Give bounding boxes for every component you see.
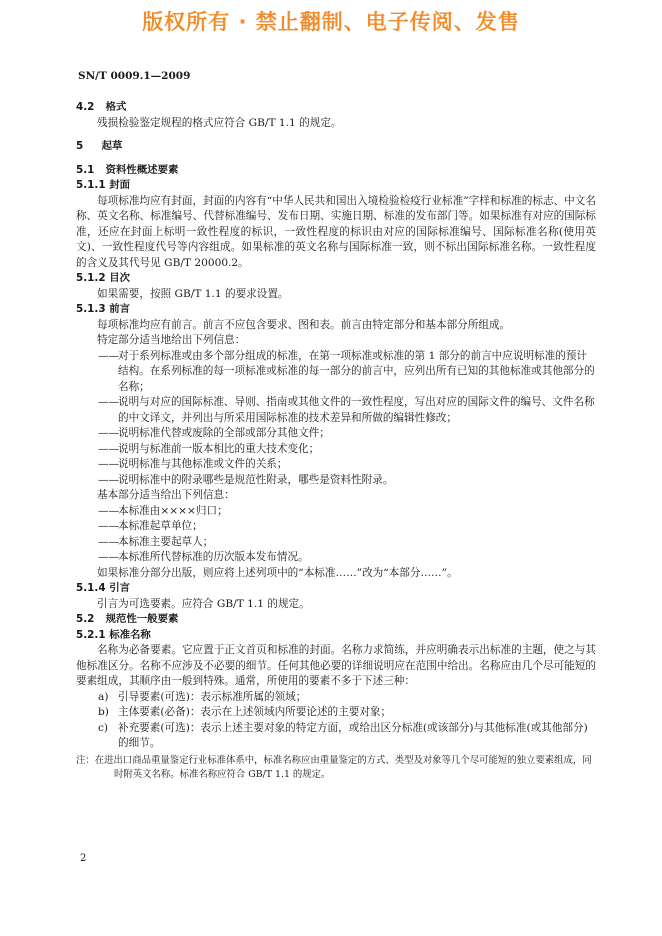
heading-title: 资料性概述要素 (105, 163, 179, 176)
list-item-text: 引导要素(可选)：表示标准所属的领域； (118, 690, 307, 703)
list-item (76, 473, 596, 489)
heading-5-1 (76, 163, 596, 179)
list-item-text: 本标准起草单位； (118, 520, 203, 532)
list-item-text: 本标准由××××归口； (118, 504, 228, 517)
list-item (76, 690, 596, 706)
heading-number: 5.1.2 (76, 272, 106, 284)
document-body (76, 100, 596, 782)
heading-number: 4.2 (76, 101, 95, 113)
list-item-text: 本标准主要起草人； (118, 535, 214, 548)
list-item (76, 550, 596, 566)
dash-marker: —— (98, 551, 120, 563)
heading-title: 前言 (109, 303, 130, 315)
dash-marker: —— (98, 520, 120, 532)
note: 注：在进出口商品重量鉴定行业标准体系中，标准名称应由重量鉴定的方式、类型及对象等几个尽可能短的独立要素组成，同时附英文名称。标准名称应符合 GB/T 1.1 的规定。 (76, 754, 592, 780)
heading-4-2 (76, 100, 596, 116)
dash-marker: —— (98, 458, 120, 470)
dash-marker: —— (98, 473, 120, 486)
paragraph: 如果需要，按照 GB/T 1.1 的要求设置。 (97, 287, 289, 300)
paragraph: 如果标准分部分出版，则应将上述列项中的“本标准……”改为“本部分……”。 (97, 566, 458, 579)
heading-title: 格式 (105, 101, 127, 113)
list-item (76, 442, 596, 458)
list-item (76, 721, 596, 752)
heading-title: 目次 (109, 272, 130, 284)
list-item (76, 349, 596, 396)
list-item-text: 说明与标准前一版本相比的重大技术变化； (118, 442, 320, 455)
heading-number: 5 (76, 140, 84, 152)
heading-number: 5.2 (76, 613, 95, 625)
heading-title: 封面 (109, 179, 130, 191)
heading-title: 标准名称 (109, 628, 151, 641)
heading-5-1-1 (76, 178, 596, 194)
watermark: 版权所有 · 禁止翻制、电子传阅、发售 (142, 10, 520, 34)
dash-marker: —— (98, 535, 120, 548)
list-marker: c) (98, 721, 109, 734)
list-item (76, 519, 596, 535)
heading-number: 5.1.3 (76, 303, 106, 315)
paragraph: 残损检验鉴定规程的格式应符合 GB/T 1.1 的规定。 (97, 116, 342, 129)
list-item-text: 主体要素(必备)：表示在上述领域内所要论述的主要对象； (118, 706, 392, 718)
list-item (76, 705, 596, 721)
heading-title: 规范性一般要素 (105, 613, 179, 625)
list-item (76, 457, 596, 473)
list-item (76, 426, 596, 442)
standard-code: SN/T 0009.1—2009 (78, 70, 191, 82)
list-item-text: 本标准所代替标准的历次版本发布情况。 (118, 551, 309, 563)
heading-5-2-1 (76, 628, 596, 644)
heading-5-1-4 (76, 581, 596, 597)
heading-number: 5.2.1 (76, 628, 106, 641)
list-item-text: 说明与对应的国际标准、导则、指南或其他文件的一致性程度，写出对应的国际文件的编号、文件名称的中文译文，并列出与所采用国际标准的技术差异和所做的编辑性修改； (118, 396, 595, 424)
list-item (76, 504, 596, 520)
heading-number: 5.1.4 (76, 582, 106, 594)
paragraph: 特定部分适当地给出下列信息： (97, 334, 246, 346)
list-marker: a) (98, 690, 109, 703)
dash-marker: —— (98, 442, 120, 455)
list-item-text: 说明标准与其他标准或文件的关系； (118, 458, 288, 470)
list-item-text: 对于系列标准或由多个部分组成的标准，在第一项标准或标准的第 1 部分的前言中应说明标准的预计结构。在系列标准的每一项标准或标准的每一部分的前言中，应列出所有已知的其他标准或其他部分的名称； (118, 349, 595, 393)
heading-5-1-3 (76, 302, 596, 318)
dash-marker: —— (98, 396, 120, 408)
paragraph: 名称为必备要素。它应置于正文首页和标准的封面。名称力求简练，并应明确表示出标准的主题，使之与其他标准区分。名称不应涉及不必要的细节。任何其他必要的详细说明应在范围中给出。名称应由几个尽可能短的要素组成，其顺序由一般到特殊。通常，所使用的要素不多于下述三种： (76, 644, 596, 687)
list-item-text: 说明标准中的附录哪些是规范性附录，哪些是资料性附录。 (118, 473, 394, 486)
heading-number: 5.1.1 (76, 179, 106, 191)
list-item-text: 补充要素(可选)：表示上述主要对象的特定方面，或给出区分标准(或该部分)与其他标准(或其他部分)的细节。 (118, 721, 588, 749)
list-item-text: 说明标准代替或废除的全部或部分其他文件； (118, 427, 330, 439)
heading-title: 起草 (101, 140, 123, 152)
heading-5 (76, 139, 596, 155)
list-item (76, 535, 596, 551)
heading-title: 引言 (109, 582, 130, 594)
page-number: 2 (80, 853, 87, 864)
paragraph: 每项标准均应有前言。前言不应包含要求、图和表。前言由特定部分和基本部分所组成。 (97, 318, 511, 331)
heading-5-2 (76, 612, 596, 628)
dash-marker: —— (98, 349, 120, 362)
heading-5-1-2 (76, 271, 596, 287)
paragraph: 基本部分适当给出下列信息： (97, 489, 235, 501)
list-item (76, 395, 596, 426)
heading-number: 5.1 (76, 163, 95, 176)
dash-marker: —— (98, 427, 120, 439)
paragraph: 引言为可选要素。应符合 GB/T 1.1 的规定。 (97, 597, 310, 610)
paragraph: 每项标准均应有封面，封面的内容有“中华人民共和国出入境检验检疫行业标准”字样和标准的标志、中文名称、英文名称、标准编号、代替标准编号、发布日期、实施日期、标准的发布部门等。如果标准有对应的国际标准，还应在封面上标明一致性程度的标识，一致性程度的标识由对应的国际标准编号、国际标准名称(使用英文)、一致性程度代号等内容组成。如果标准的英文名称与国际标准一致，则不标出国际标准名称。一致性程度的含义及其代号见 GB/T 20000.2。 (76, 194, 596, 269)
list-marker: b) (98, 706, 109, 718)
dash-marker: —— (98, 504, 120, 517)
